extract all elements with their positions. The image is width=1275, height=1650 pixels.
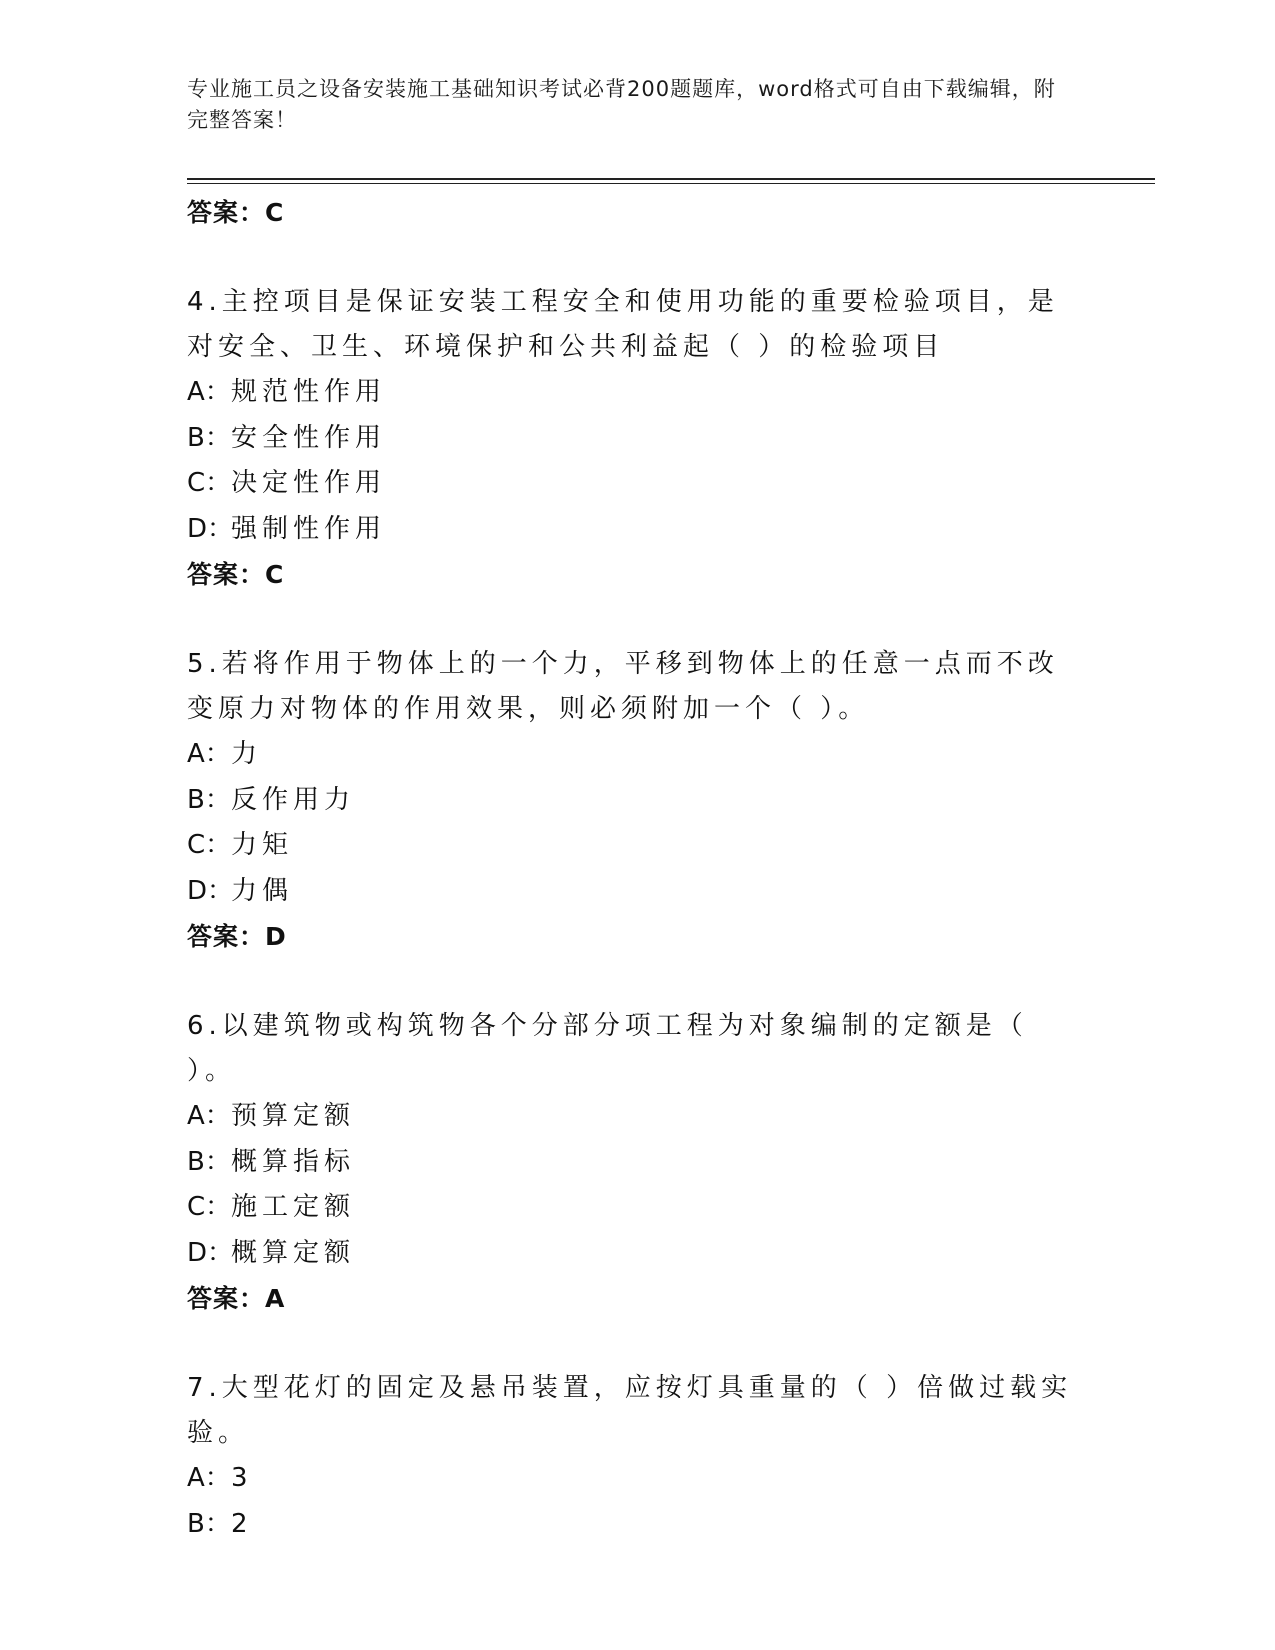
question-stem: 6.以建筑物或构筑物各个分部分项工程为对象编制的定额是（ ）。 — [187, 1011, 1028, 1086]
option-text: 预算定额 — [231, 1101, 356, 1131]
option-b — [187, 416, 1087, 462]
answer-line: 答案：D — [187, 922, 287, 951]
option-a — [187, 1094, 1087, 1140]
option-text: 3 — [231, 1463, 253, 1493]
option-key: A： — [187, 1463, 231, 1493]
question-item — [187, 1004, 1087, 1322]
option-d — [187, 1231, 1087, 1277]
question-item — [187, 1366, 1087, 1547]
option-key: A： — [187, 1101, 231, 1131]
question-list — [187, 190, 1087, 1547]
option-d — [187, 507, 1087, 553]
option-text: 反作用力 — [231, 784, 356, 815]
option-key: D： — [187, 1237, 234, 1268]
option-text: 2 — [231, 1508, 253, 1539]
option-a — [187, 370, 1087, 416]
option-text: 施工定额 — [231, 1192, 356, 1222]
option-text: 力偶 — [231, 875, 294, 906]
option-key: D： — [187, 875, 234, 906]
option-text: 概算定额 — [231, 1237, 356, 1268]
question-stem: 4.主控项目是保证安装工程安全和使用功能的重要检验项目，是对安全、卫生、环境保护和公共利益起（ ）的检验项目 — [187, 287, 1059, 362]
option-key: B： — [187, 784, 231, 815]
option-key: A： — [187, 739, 231, 769]
document-header: 专业施工员之设备安装施工基础知识考试必背200题题库，word格式可自由下载编辑，附完整答案！ — [187, 77, 1056, 132]
option-b — [187, 778, 1087, 824]
header-divider-thick — [187, 178, 1155, 180]
option-d — [187, 869, 1087, 915]
option-key: C： — [187, 1192, 232, 1222]
option-c — [187, 1185, 1087, 1231]
option-a — [187, 732, 1087, 778]
option-text: 力矩 — [231, 830, 294, 860]
answer-line: 答案：C — [187, 560, 285, 589]
option-b — [187, 1502, 1087, 1548]
option-key: B： — [187, 1146, 231, 1177]
question-stem: 5.若将作用于物体上的一个力，平移到物体上的任意一点而不改变原力对物体的作用效果，则必须附加一个（ ）。 — [187, 649, 1059, 724]
option-c — [187, 823, 1087, 869]
option-text: 强制性作用 — [231, 513, 387, 544]
option-key: B： — [187, 1508, 231, 1539]
question-item — [187, 642, 1087, 960]
option-a — [187, 1456, 1087, 1502]
option-key: A： — [187, 377, 231, 407]
option-key: C： — [187, 468, 232, 498]
option-text: 力 — [231, 739, 263, 769]
question-stem: 7.大型花灯的固定及悬吊装置，应按灯具重量的（ ）倍做过载实验。 — [187, 1373, 1073, 1448]
option-key: B： — [187, 422, 231, 453]
option-key: D： — [187, 513, 234, 544]
answer-line: 答案：C — [187, 198, 285, 227]
option-text: 决定性作用 — [231, 468, 387, 498]
option-text: 安全性作用 — [231, 422, 387, 453]
header-divider-thin — [187, 183, 1155, 184]
answer-line: 答案：A — [187, 1284, 286, 1313]
option-key: C： — [187, 830, 232, 860]
option-b — [187, 1140, 1087, 1186]
question-item — [187, 280, 1087, 598]
option-text: 规范性作用 — [231, 377, 387, 407]
option-c — [187, 461, 1087, 507]
option-text: 概算指标 — [231, 1146, 356, 1177]
